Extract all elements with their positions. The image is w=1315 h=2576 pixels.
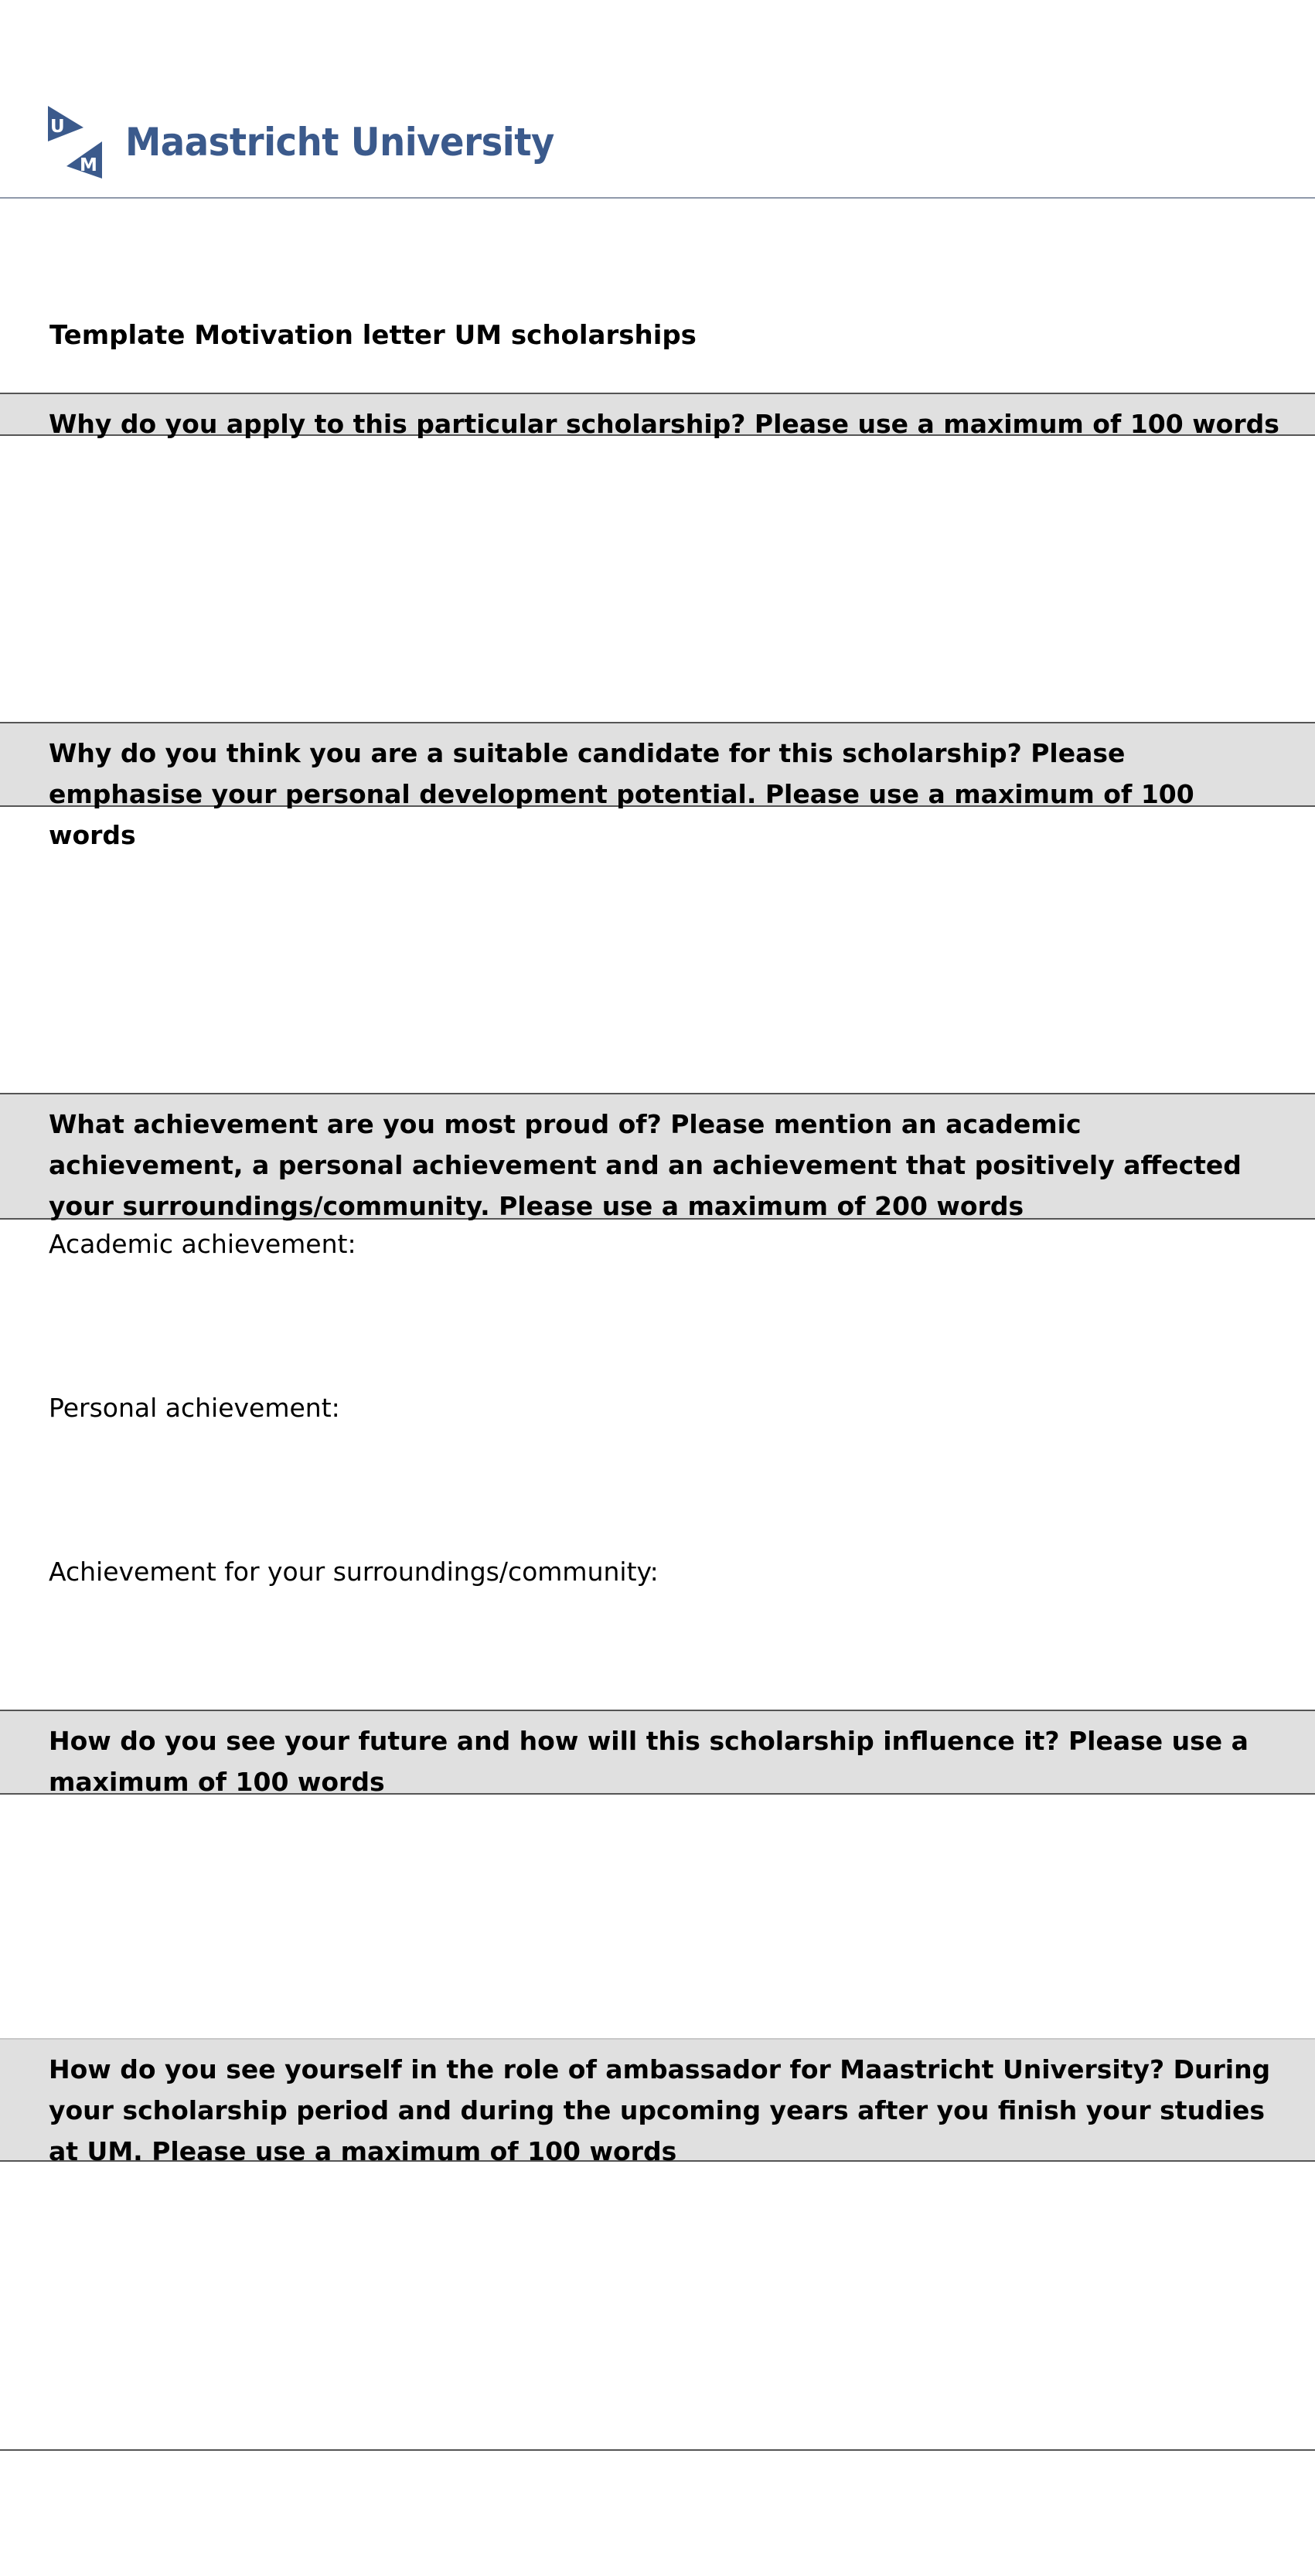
personal-achievement-label: Personal achievement: <box>49 1393 340 1423</box>
question-4-header: How do you see your future and how will this scholarship influence it? Please use a maximum of 100 words <box>0 1710 1315 1795</box>
logo-letter-u: U <box>50 117 65 137</box>
logo-letter-m: M <box>80 155 97 175</box>
academic-achievement-label: Academic achievement: <box>49 1229 356 1259</box>
bottom-divider <box>0 2449 1315 2451</box>
um-logo-icon <box>48 106 105 179</box>
question-2-header: Why do you think you are a suitable candidate for this scholarship? Please emphasise your personal development potential. Please use a maximum of 100 words <box>0 722 1315 807</box>
community-achievement-label: Achievement for your surroundings/community: <box>49 1557 659 1587</box>
question-5-header: How do you see yourself in the role of ambassador for Maastricht University? During your scholarship period and during the upcoming years after you finish your studies at UM. Please use a maximum of 100 words <box>0 2038 1315 2162</box>
logo-wordmark: Maastricht University <box>125 120 554 165</box>
header-divider <box>0 197 1315 199</box>
question-3-header: What achievement are you most proud of? Please mention an academic achievement, a personal achievement and an achievement that positively affected your surroundings/community. Please use a maximum of 200 words <box>0 1093 1315 1220</box>
question-1-header: Why do you apply to this particular scholarship? Please use a maximum of 100 words <box>0 393 1315 436</box>
university-logo <box>48 105 587 179</box>
document-title: Template Motivation letter UM scholarships <box>49 320 697 351</box>
